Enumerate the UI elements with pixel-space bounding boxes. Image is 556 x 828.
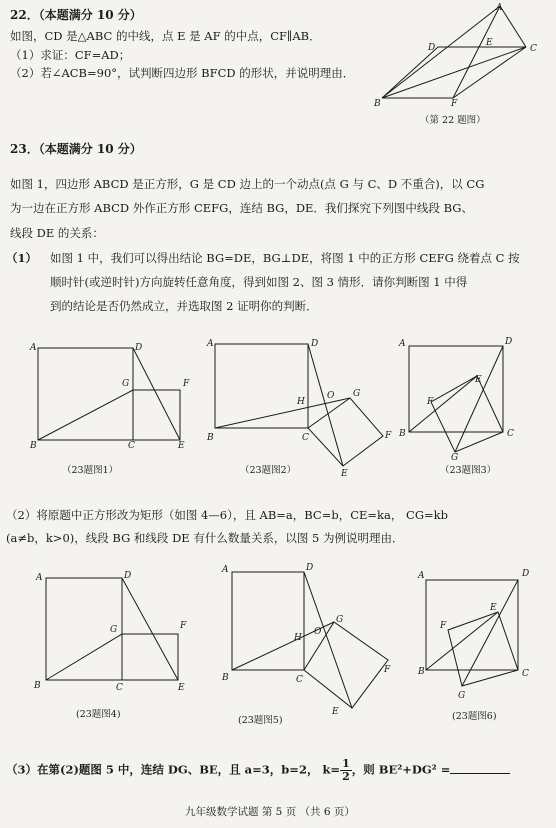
fig4-label-A: A	[36, 573, 43, 583]
fig5-label-G: G	[336, 615, 344, 625]
fig6-label-C: C	[522, 669, 529, 679]
q23-part3-fraction	[340, 758, 352, 783]
fig2-label-G: G	[353, 389, 361, 399]
fig2-label-C: C	[302, 433, 309, 443]
fig1-label-D: D	[135, 343, 143, 353]
fig5-label-F: F	[384, 665, 391, 675]
q23-part1-line1: 如图 1 中，我们可以得出结论 BG=DE，BG⊥DE，将图 1 中的正方形 CEFG 绕着点 C 按	[50, 251, 520, 265]
fig6-label-D: D	[522, 569, 530, 579]
q23-part2-line1: （2）将原题中正方形改为矩形（如图 4—6），且 AB=a，BC=b，CE=ka， CG=kb	[6, 508, 448, 522]
q23-intro-line1: 如图 1，四边形 ABCD 是正方形，G 是 CD 边上的一个动点(点 G 与 C、D 不重合)，以 CG	[10, 177, 485, 191]
fig5-caption: (23题图5)	[238, 715, 283, 726]
q23-figure-2	[205, 336, 395, 479]
fig2-label-D: D	[311, 339, 319, 349]
fig6-caption: (23题图6)	[452, 711, 497, 722]
q23-figure-3	[395, 336, 545, 461]
fig6-label-A: A	[418, 571, 425, 581]
fig5-label-O: O	[314, 627, 322, 637]
fig5-label-A: A	[222, 565, 229, 575]
q23-part3-suffix: ，则 BE²+DG² =	[351, 762, 451, 777]
fig1-label-E: E	[178, 441, 185, 451]
fig6-label-E: E	[490, 603, 497, 613]
q23-header: 23．（本题满分 10 分）	[10, 142, 142, 156]
q23-intro-line2: 为一边在正方形 ABCD 外作正方形 CEFG，连结 BG，DE．我们探究下列图中线段 BG、	[10, 201, 473, 215]
fig4-label-F: F	[180, 621, 187, 631]
fig3-label-F: F	[427, 397, 434, 407]
q22-figure	[372, 2, 552, 112]
fig1-label-A: A	[30, 343, 37, 353]
q23-part3-prefix: （3）在第(2)题图 5 中，连结 DG、BE，且 a=3，b=2， k=	[6, 762, 341, 777]
q22-label-A: A	[496, 3, 503, 13]
fig1-label-C: C	[128, 441, 135, 451]
fig3-label-E: E	[475, 375, 482, 385]
fig1-caption: （23题图1）	[62, 465, 119, 476]
fig3-label-C: C	[507, 429, 514, 439]
q23-part3-frac-den: 2	[342, 770, 350, 783]
fig2-label-E: E	[341, 469, 348, 479]
q23-part1-line2: 顺时针(或逆时针)方向旋转任意角度，得到如图 2、图 3 情形．请你判断图 1 中得	[50, 275, 468, 289]
q22-part2: （2）若∠ACB=90°，试判断四边形 BFCD 的形状，并说明理由．	[10, 66, 355, 80]
fig3-caption: （23题图3）	[440, 465, 497, 476]
q22-label-B: B	[374, 99, 381, 109]
fig6-label-F: F	[440, 621, 447, 631]
fig4-caption: (23题图4)	[76, 709, 121, 720]
fig5-label-B: B	[222, 673, 229, 683]
fig6-label-G: G	[458, 691, 466, 701]
fig1-label-F: F	[183, 379, 190, 389]
fig2-label-O: O	[327, 391, 335, 401]
q23-intro-line3: 线段 DE 的关系：	[10, 226, 104, 240]
fig4-label-D: D	[124, 571, 132, 581]
fig5-label-H: H	[294, 633, 302, 643]
q22-label-F: F	[451, 99, 458, 109]
fig2-label-F: F	[385, 431, 392, 441]
fig6-label-B: B	[418, 667, 425, 677]
fig1-label-B: B	[30, 441, 37, 451]
q22-header: 22．（本题满分 10 分）	[10, 8, 142, 22]
answer-blank[interactable]	[450, 763, 510, 774]
q23-figure-5	[220, 560, 400, 715]
fig2-label-H: H	[297, 397, 305, 407]
q23-figure-4	[32, 568, 202, 698]
fig4-label-G: G	[110, 625, 118, 635]
fig4-label-B: B	[34, 681, 41, 691]
fig4-label-C: C	[116, 683, 123, 693]
fig5-label-C: C	[296, 675, 303, 685]
q22-part1: （1）求证：CF=AD；	[10, 48, 131, 62]
q23-part1-line3: 到的结论是否仍然成立，并选取图 2 证明你的判断．	[50, 299, 318, 313]
q23-part2-line2: (a≠b，k>0)，线段 BG 和线段 DE 有什么数量关系，以图 5 为例说明理由．	[6, 531, 404, 545]
q22-caption: （第 22 题图）	[420, 115, 486, 126]
q23-figure-6	[418, 566, 556, 706]
fig3-label-D: D	[505, 337, 513, 347]
q22-label-C: C	[530, 44, 537, 54]
fig2-label-B: B	[207, 433, 214, 443]
fig1-label-G: G	[122, 379, 130, 389]
fig3-label-G: G	[451, 453, 459, 463]
q22-label-D: D	[428, 43, 436, 53]
q22-label-E: E	[486, 38, 493, 48]
fig5-label-E: E	[332, 707, 339, 717]
q23-part1-label: （1）	[6, 251, 38, 265]
fig2-caption: （23题图2）	[240, 465, 297, 476]
fig3-label-B: B	[399, 429, 406, 439]
q22-stem: 如图，CD 是△ABC 的中线，点 E 是 AF 的中点，CF∥AB．	[10, 29, 321, 43]
q23-part3	[6, 758, 510, 783]
fig2-label-A: A	[207, 339, 214, 349]
q23-part3-frac-num: 1	[342, 757, 350, 770]
fig4-label-E: E	[178, 683, 185, 693]
fig5-label-D: D	[306, 563, 314, 573]
fig3-label-A: A	[399, 339, 406, 349]
q23-figure-1	[28, 340, 198, 450]
page-footer: 九年级数学试题 第 5 页 （共 6 页）	[185, 806, 355, 818]
